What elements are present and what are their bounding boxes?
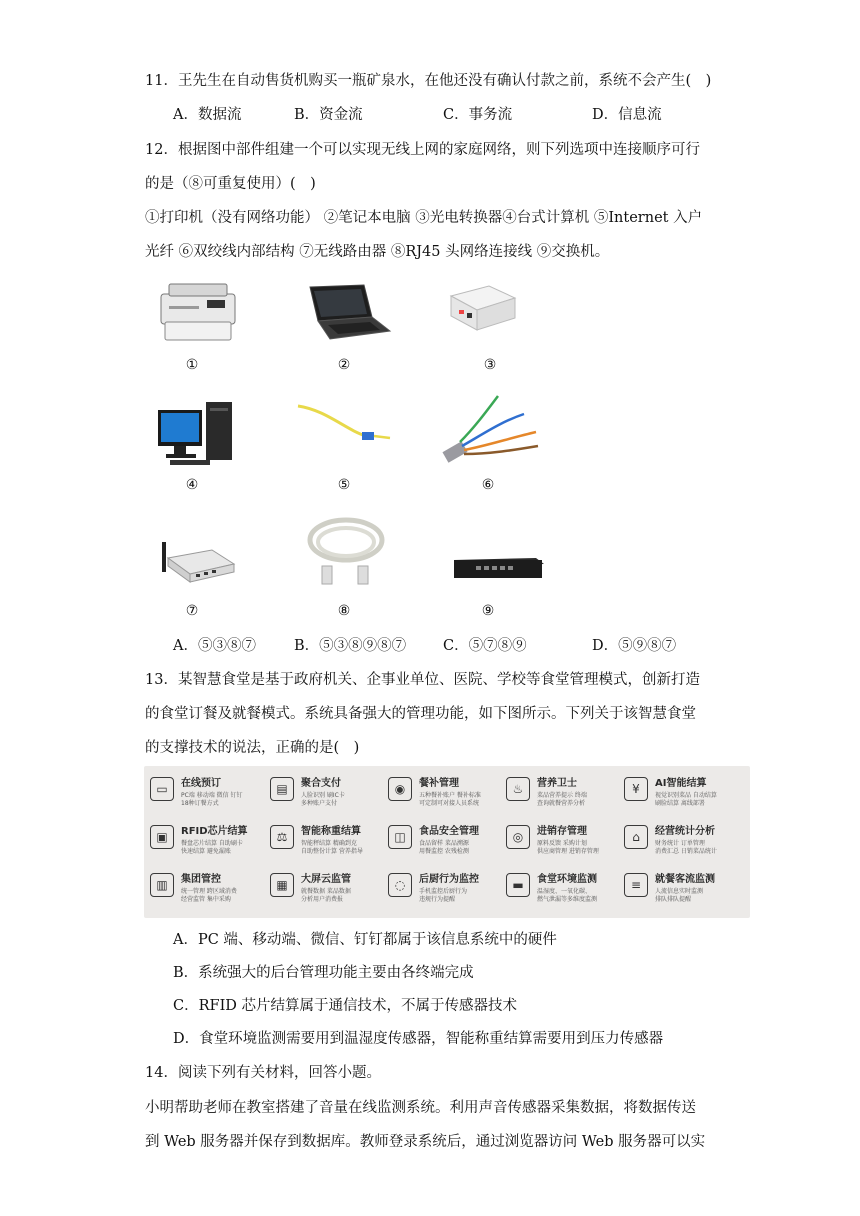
feature-item	[150, 870, 237, 904]
feature-icon: ¥	[624, 777, 648, 801]
canteen-features-panel	[144, 766, 750, 918]
feature-desc: 智能秤结算 精确到克	[301, 840, 357, 847]
feature-desc-2: 快速结算 避免漏账	[181, 847, 231, 855]
optical-converter-image	[445, 282, 517, 340]
feature-title: 集团管控	[181, 874, 221, 885]
rj45-cable-image	[302, 512, 392, 592]
q11-option-c: C．事务流	[443, 107, 513, 123]
feature-item	[270, 774, 345, 808]
feature-title: 经营统计分析	[655, 826, 715, 837]
feature-desc: 统一管理 跨区域消费	[181, 888, 237, 895]
feature-desc-2: 查询就餐营养分析	[537, 799, 586, 807]
q12-parts-line1: ①打印机（没有网络功能） ②笔记本电脑 ③光电转换器④台式计算机 ⑤Internet 入户	[145, 210, 703, 226]
q13-option-a: A．PC 端、移动端、微信、钉钉都属于该信息系统中的硬件	[173, 932, 557, 948]
feature-item	[270, 822, 363, 856]
image-label-8: ⑧	[337, 603, 351, 619]
feature-title: 进销存管理	[537, 826, 587, 837]
feature-item	[624, 870, 715, 904]
q14-stem: 14．阅读下列有关材料，回答小题。	[145, 1065, 381, 1081]
feature-icon: ▭	[150, 777, 174, 801]
feature-icon: ◫	[388, 825, 412, 849]
feature-desc-2: 可定制可对接人员系统	[419, 799, 480, 807]
feature-title: 聚合支付	[301, 778, 341, 789]
twisted-pair-image	[440, 392, 544, 474]
fiber-cable-image	[296, 400, 392, 446]
image-label-7: ⑦	[185, 603, 199, 619]
feature-item	[150, 774, 243, 808]
feature-desc: 人脸识别 刷IC卡	[301, 792, 345, 799]
feature-title: AI智能结算	[655, 778, 707, 789]
feature-desc-2: 多种账户支付	[301, 799, 338, 807]
feature-desc: 五种餐补账户 餐补标准	[419, 792, 481, 799]
q13-stem-line3: 的支撑技术的说法，正确的是( )	[145, 740, 360, 756]
q12-stem-line2: 的是（⑧可重复使用）( )	[145, 176, 316, 192]
feature-icon: ⚖	[270, 825, 294, 849]
image-label-3: ③	[483, 357, 497, 373]
q11-option-d: D．信息流	[592, 107, 662, 123]
feature-icon: ◎	[506, 825, 530, 849]
feature-desc: 手机监控后厨行为	[419, 888, 468, 895]
feature-item	[624, 822, 717, 856]
feature-icon: ▬	[506, 873, 530, 897]
feature-item	[506, 774, 587, 808]
q12-option-d: D．⑤⑨⑧⑦	[592, 638, 677, 654]
feature-desc-2: 用餐监控 农残检测	[419, 847, 469, 855]
feature-desc-2: 自助整份计算 营养指导	[301, 847, 363, 855]
feature-icon: ≡	[624, 873, 648, 897]
feature-title: 食品安全管理	[419, 826, 479, 837]
feature-title: 营养卫士	[537, 778, 577, 789]
q13-option-d: D．食堂环境监测需要用到温湿度传感器，智能称重结算需要用到压力传感器	[173, 1031, 664, 1047]
feature-desc: 视觉识别菜品 自动结算	[655, 792, 717, 799]
feature-title: 就餐客流监测	[655, 874, 715, 885]
feature-desc-2: 供应商管理 进销存管理	[537, 847, 599, 855]
laptop-image	[300, 283, 392, 343]
q11-option-b: B．资金流	[294, 107, 363, 123]
feature-desc: 食品留样 菜品溯源	[419, 840, 469, 847]
feature-desc-2: 违规行为提醒	[419, 895, 456, 903]
desktop-computer-image	[156, 398, 236, 468]
feature-desc-2: 燃气泄漏等多维度监测	[537, 895, 598, 903]
feature-icon: ▣	[150, 825, 174, 849]
feature-desc-2: 经营监管 集中采购	[181, 895, 231, 903]
image-label-5: ⑤	[337, 477, 351, 493]
feature-icon: ▦	[270, 873, 294, 897]
feature-desc: 财务统计 订单管理	[655, 840, 705, 847]
feature-title: 后厨行为监控	[419, 874, 479, 885]
feature-item	[624, 774, 717, 808]
feature-desc: 餐盘芯片结算 自助刷卡	[181, 840, 243, 847]
feature-desc: 人流信息实时监测	[655, 888, 704, 895]
feature-item	[388, 774, 481, 808]
q13-stem-line1: 13．某智慧食堂是基于政府机关、企事业单位、医院、学校等食堂管理模式，创新打造	[145, 672, 700, 688]
feature-desc-2: 分析用户消费报	[301, 895, 344, 903]
feature-desc-2: 消费汇总 日销菜品统计	[655, 847, 717, 855]
q12-option-c: C．⑤⑦⑧⑨	[443, 638, 527, 654]
q12-parts-line2: 光纤 ⑥双绞线内部结构 ⑦无线路由器 ⑧RJ45 头网络连接线 ⑨交换机。	[145, 244, 610, 260]
q13-stem-line2: 的食堂订餐及就餐模式。系统具备强大的管理功能，如下图所示。下列关于该智慧食堂	[145, 706, 696, 722]
image-label-4: ④	[185, 477, 199, 493]
image-label-9: ⑨	[481, 603, 495, 619]
feature-title: 餐补管理	[419, 778, 459, 789]
feature-desc-2: 刷脸结算 离线部署	[655, 799, 705, 807]
q12-stem-line1: 12．根据图中部件组建一个可以实现无线上网的家庭网络，则下列选项中连接顺序可行	[145, 142, 700, 158]
feature-desc: 就餐数据 菜品数据	[301, 888, 351, 895]
feature-desc: PC端 移动端 微信 钉钉	[181, 792, 243, 799]
feature-desc-2: 排队排队提醒	[655, 895, 692, 903]
feature-item	[388, 870, 479, 904]
feature-icon: ◉	[388, 777, 412, 801]
printer-image	[155, 278, 241, 344]
q13-option-c: C．RFID 芯片结算属于通信技术，不属于传感器技术	[173, 998, 518, 1014]
feature-title: 在线预订	[181, 778, 221, 789]
feature-desc: 菜品营养提示 终端	[537, 792, 587, 799]
q11-option-a: A．数据流	[173, 107, 242, 123]
feature-title: 大屏云监管	[301, 874, 351, 885]
feature-title: 食堂环境监测	[537, 874, 597, 885]
feature-item	[506, 870, 597, 904]
image-label-2: ②	[337, 357, 351, 373]
feature-desc: 原料反馈 采购计划	[537, 840, 587, 847]
switch-image	[450, 552, 546, 584]
feature-desc: 温湿度、一氧化碳、	[537, 888, 592, 895]
feature-icon: ▥	[150, 873, 174, 897]
feature-item	[150, 822, 248, 856]
q12-option-b: B．⑤③⑧⑨⑧⑦	[294, 638, 407, 654]
q11-stem: 11．王先生在自动售货机购买一瓶矿泉水，在他还没有确认付款之前，系统不会产生( )	[145, 73, 712, 89]
feature-icon: ⌂	[624, 825, 648, 849]
feature-item	[270, 870, 351, 904]
feature-desc-2: 18种订餐方式	[181, 799, 219, 807]
q13-option-b: B．系统强大的后台管理功能主要由各终端完成	[173, 965, 474, 981]
q12-option-a: A．⑤③⑧⑦	[173, 638, 256, 654]
image-label-6: ⑥	[481, 477, 495, 493]
feature-item	[506, 822, 599, 856]
feature-title: 智能称重结算	[301, 826, 361, 837]
wireless-router-image	[158, 524, 238, 590]
feature-icon: ♨	[506, 777, 530, 801]
feature-icon: ◌	[388, 873, 412, 897]
image-label-1: ①	[185, 357, 199, 373]
q14-para-line1: 小明帮助老师在教室搭建了音量在线监测系统。利用声音传感器采集数据，将数据传送	[145, 1100, 696, 1116]
q14-para-line2: 到 Web 服务器并保存到数据库。教师登录系统后，通过浏览器访问 Web 服务器可以实	[145, 1134, 706, 1150]
feature-item	[388, 822, 479, 856]
feature-title: RFID芯片结算	[181, 826, 248, 837]
feature-icon: ▤	[270, 777, 294, 801]
